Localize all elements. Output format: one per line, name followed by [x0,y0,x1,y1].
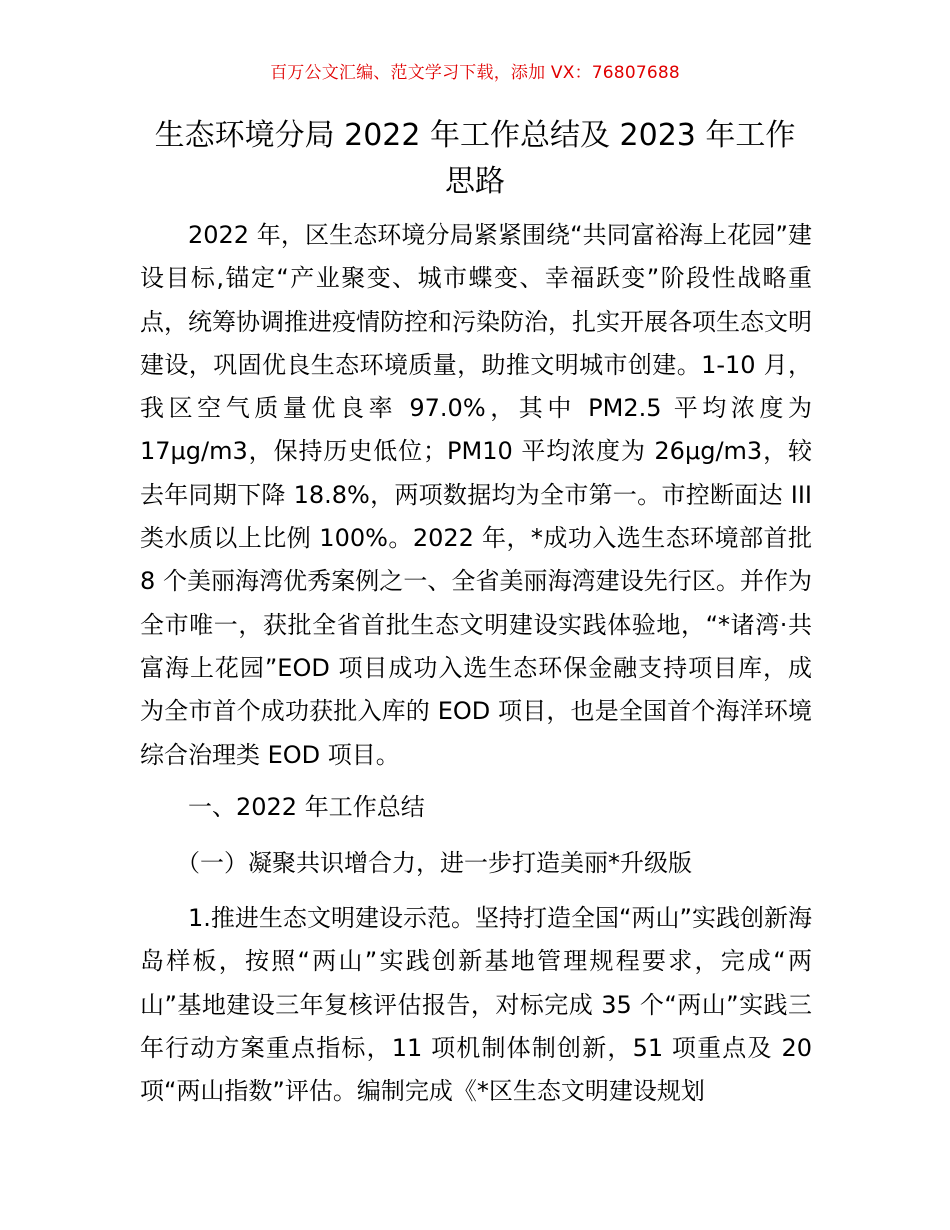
subsection-heading: （一）凝聚共识增合力，进一步打造美丽*升级版 [176,849,692,877]
intro-paragraph: 2022 年，区生态环境分局紧紧围绕“共同富裕海上花园”建设目标,锚定“产业聚变、城市蝶变、幸福跃变”阶段性战略重点，统筹协调推进疫情防控和污染防治，扎实开展各项生态文明建设，巩固优良生态环境质量，助推文明城市创建。1-10 月，我区空气质量优良率 97.0%，其中 PM2.5 平均浓度为 17μg/m3，保持历史低位；PM10 平均浓度为 26μg/m3，较去年同期下降 18.8%，两项数据均为全市第一。市控断面达 III 类水质以上比例 100%。2022 年，*成功入选生态环境部首批 8 个美丽海湾优秀案例之一、全省美丽海湾建设先行区。并作为全市唯一，获批全省首批生态文明建设实践体验地，“*诸湾·共富海上花园”EOD 项目成功入选生态环保金融支持项目库，成为全市首个成功获批入库的 EOD 项目，也是全国首个海洋环境综合治理类 EOD 项目。 [140,221,812,769]
header-note: 百万公文汇编、范文学习下载，添加 VX：76807688 [270,63,680,83]
item-paragraph: 1.推进生态文明建设示范。坚持打造全国“两山”实践创新海岛样板，按照“两山”实践创新基地管理规程要求，完成“两山”基地建设三年复核评估报告，对标完成 35 个“两山”实践三年行动方案重点指标，11 项机制体制创新，51 项重点及 20 项“两山指数”评估。编制完成《*区生态文明建设规划 [140,904,812,1106]
section-heading: 一、2022 年工作总结 [188,793,425,821]
page-title: 生态环境分局 2022 年工作总结及 2023 年工作思路 [154,118,796,199]
